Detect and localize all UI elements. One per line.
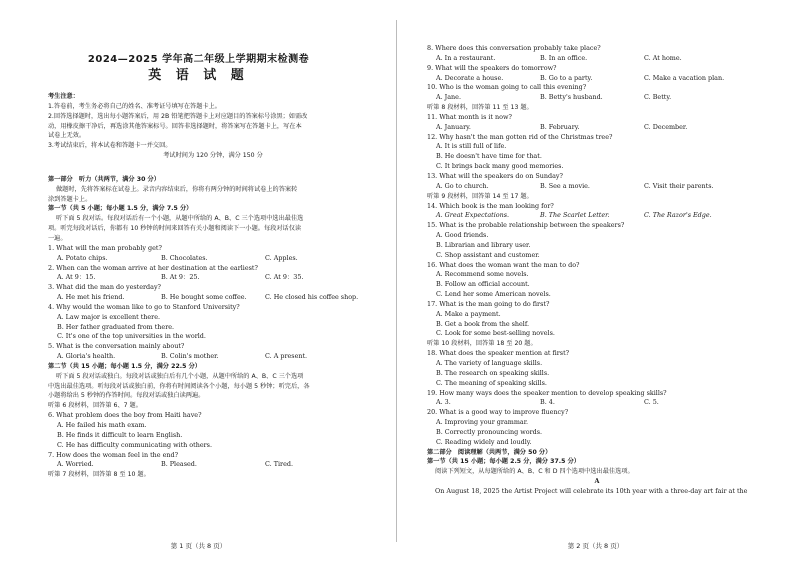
option-a: A. It is still full of life. bbox=[436, 142, 507, 151]
sec1-intro: 项。听完每段对话后，你都有 10 秒钟的时间来回答有关小题和阅读下一小题。每段对话仅读 bbox=[48, 225, 302, 233]
option-c: C. A present. bbox=[265, 352, 308, 361]
option-b: B. Get a book from the shelf. bbox=[436, 319, 530, 328]
option-c: C. 5. bbox=[644, 398, 659, 407]
options-9 bbox=[427, 74, 767, 84]
option-c: C. Look for some best-selling novels. bbox=[436, 329, 555, 338]
note-line: 动，用橡皮擦干净后，再选涂其他答案标号。回答非选择题时，将答案写在答题卡上，写在本 bbox=[48, 122, 302, 130]
exam-subject-title: 英 语 试 题 bbox=[148, 68, 249, 83]
option-a: A. Gloria's health. bbox=[57, 352, 116, 361]
option-a: A. Decorate a house. bbox=[436, 73, 504, 82]
sec2-title: 第二节（共 15 小题；每小题 1.5 分，满分 22.5 分） bbox=[48, 362, 201, 370]
option-a: A. Potato chips. bbox=[57, 253, 108, 262]
options-8 bbox=[427, 54, 767, 64]
option-c: C. He closed his coffee shop. bbox=[265, 293, 359, 302]
question-18: 18. What does the speaker mention at first? bbox=[427, 349, 570, 358]
part1-intro: 涂到答题卡上。 bbox=[48, 195, 92, 203]
exam-year-title: 2024—2025 学年高二年级上学期期末检测卷 bbox=[87, 54, 310, 65]
option-a: A. Improving your grammar. bbox=[436, 418, 529, 427]
question-5: 5. What is the conversation mainly about? bbox=[48, 342, 185, 351]
right-column bbox=[427, 44, 767, 497]
sec2-intro: 小题将给出 5 秒钟的作答时间。每段对话或独白读两遍。 bbox=[48, 392, 205, 400]
option-c: C. Make a vacation plan. bbox=[644, 73, 725, 82]
option-c: C. Lend her some American novels. bbox=[436, 290, 551, 299]
options-3 bbox=[48, 293, 378, 303]
part2-title: 第二部分 阅读理解（共两节，满分 50 分） bbox=[427, 448, 552, 456]
option-c: C. Betty. bbox=[644, 93, 672, 102]
question-12: 12. Why hasn't the man gotten rid of the Christmas tree? bbox=[427, 132, 613, 141]
option-b: B. See a movie. bbox=[540, 181, 590, 190]
option-c: C. At 9：35. bbox=[265, 273, 304, 282]
options-19 bbox=[427, 398, 767, 408]
sec1-intro: 一遍。 bbox=[48, 234, 67, 242]
options-14 bbox=[427, 211, 767, 221]
material-10: 听第 10 段材料，回答第 18 至 20 题。 bbox=[427, 340, 537, 348]
options-5 bbox=[48, 352, 378, 362]
option-b: B. Colin's mother. bbox=[161, 352, 219, 361]
option-b: B. He finds it difficult to learn English. bbox=[57, 430, 183, 439]
option-b: B. The Scarlet Letter. bbox=[540, 211, 610, 220]
question-9: 9. What will the speakers do tomorrow? bbox=[427, 63, 557, 72]
option-c: C. The Razor's Edge. bbox=[644, 211, 712, 220]
question-11: 11. What month is it now? bbox=[427, 112, 512, 121]
material-8: 听第 8 段材料，回答第 11 至 13 题。 bbox=[427, 104, 533, 112]
question-8: 8. Where does this conversation probably take place? bbox=[427, 44, 601, 52]
option-b: B. In an office. bbox=[540, 53, 588, 62]
options-2 bbox=[48, 273, 378, 283]
option-c: C. It's one of the top universities in the world. bbox=[57, 332, 206, 341]
option-c: C. Tired. bbox=[265, 460, 293, 469]
option-c: C. December. bbox=[644, 122, 688, 131]
option-a: A. January. bbox=[436, 122, 471, 131]
option-a: A. The variety of language skills. bbox=[436, 359, 543, 367]
note-line: 2.回答选择题时，选出每小题答案后，用 2B 铅笔把答题卡上对应题目的答案标号涂黑；如需改 bbox=[48, 112, 308, 120]
page-footer: 第 2 页（共 8 页） bbox=[567, 542, 624, 550]
option-b: B. Follow an official account. bbox=[436, 280, 530, 289]
question-2: 2. When can the woman arrive at her destination at the earliest? bbox=[48, 263, 258, 272]
material-9: 听第 9 段材料，回答第 14 至 17 题。 bbox=[427, 192, 533, 200]
question-14: 14. Which book is the man looking for? bbox=[427, 201, 554, 210]
options-13 bbox=[427, 182, 767, 192]
part1-title: 第一部分 听力（共两节，满分 30 分） bbox=[48, 175, 160, 183]
note-line: 1.答卷前，考生务必将自己的姓名、准考证号填写在答题卡上。 bbox=[48, 102, 221, 110]
part2-intro: 阅读下列短文，从每题所给的 A、B、C 和 D 四个选项中选出最佳选项。 bbox=[435, 468, 634, 476]
option-c: C. Apples. bbox=[265, 253, 298, 262]
option-a: A. Go to church. bbox=[436, 181, 489, 190]
option-a: A. He failed his math exam. bbox=[57, 421, 147, 429]
option-a: A. At 9：15. bbox=[57, 273, 96, 282]
option-b: B. He bought some coffee. bbox=[161, 293, 247, 302]
option-a: A. Worried. bbox=[57, 460, 94, 469]
options-7 bbox=[48, 460, 378, 470]
option-c: C. At home. bbox=[644, 53, 682, 62]
option-a: A. In a restaurant. bbox=[436, 53, 496, 62]
option-a: A. Good friends. bbox=[436, 231, 489, 240]
option-c: C. He has difficulty communicating with others. bbox=[57, 440, 212, 449]
passage-label: A bbox=[594, 477, 600, 486]
option-b: B. Pleased. bbox=[161, 460, 197, 469]
note-line: 3.考试结束后，将本试卷和答题卡一并交回。 bbox=[48, 142, 172, 150]
option-b: B. Go to a party. bbox=[540, 73, 593, 82]
option-a: A. 3. bbox=[436, 398, 451, 407]
option-b: B. At 9：25. bbox=[161, 273, 200, 282]
notes-title: 考生注意： bbox=[48, 93, 79, 100]
question-1: 1. What will the man probably get? bbox=[48, 243, 162, 252]
passage-first-line: On August 18, 2025 the Artist Project will celebrate its 10th year with a three-day art fair at the bbox=[435, 486, 748, 495]
right-page bbox=[397, 0, 794, 562]
option-b: B. Librarian and library user. bbox=[436, 240, 531, 249]
question-10: 10. Who is the woman going to call this evening? bbox=[427, 83, 587, 92]
option-a: A. Jane. bbox=[436, 93, 461, 102]
sec2-intro: 听下面 5 段对话或独白。每段对话或独白后有几个小题，从题中所给的 A、B、C 三个选项 bbox=[56, 372, 304, 380]
left-column bbox=[48, 92, 378, 480]
option-b: B. Her father graduated from there. bbox=[57, 322, 175, 331]
question-15: 15. What is the probable relationship between the speakers? bbox=[427, 221, 625, 230]
option-a: A. Great Expectations. bbox=[436, 211, 510, 220]
option-a: A. Make a payment. bbox=[436, 309, 501, 318]
option-a: A. Recommend some novels. bbox=[436, 270, 529, 279]
option-c: C. Reading widely and loudly. bbox=[436, 437, 532, 446]
page-footer: 第 1 页（共 8 页） bbox=[170, 542, 227, 550]
sec2-intro: 中选出最佳选项。听每段对话或独白前，你将有时间阅读各个小题，每小题 5 秒钟；听完后，各 bbox=[48, 382, 310, 390]
option-b: B. February. bbox=[540, 122, 580, 131]
option-c: C. Shop assistant and customer. bbox=[436, 250, 540, 259]
exam-time: 考试时间为 120 分钟，满分 150 分 bbox=[163, 152, 263, 160]
material-7: 听第 7 段材料，回答第 8 至 10 题。 bbox=[48, 471, 150, 479]
option-a: A. Law major is excellent there. bbox=[57, 312, 161, 321]
part2-section1-title: 第一节（共 15 小题；每小题 2.5 分，满分 37.5 分） bbox=[427, 458, 580, 466]
option-a: A. He met his friend. bbox=[57, 293, 125, 302]
part1-intro: 做题时，先将答案标在试卷上。录音内容结束后，你将有两分钟的时间将试卷上的答案转 bbox=[56, 185, 298, 193]
question-17: 17. What is the man going to do first? bbox=[427, 299, 550, 308]
sec1-intro: 听下面 5 段对话。每段对话后有一个小题，从题中所给的 A、B、C 三个选项中选出最佳选 bbox=[56, 215, 304, 223]
option-b: B. 4. bbox=[540, 398, 555, 407]
options-10 bbox=[427, 93, 767, 103]
question-19: 19. How many ways does the speaker mention to develop speaking skills? bbox=[427, 388, 667, 397]
question-6: 6. What problem does the boy from Haiti have? bbox=[48, 411, 202, 420]
options-1 bbox=[48, 254, 378, 264]
options-11 bbox=[427, 123, 767, 133]
question-3: 3. What did the man do yesterday? bbox=[48, 283, 161, 292]
sec1-title: 第一节（共 5 小题；每小题 1.5 分，满分 7.5 分） bbox=[48, 205, 193, 213]
option-c: C. It brings back many good memories. bbox=[436, 162, 564, 171]
question-13: 13. What will the speakers do on Sunday? bbox=[427, 171, 563, 180]
option-b: B. Correctly pronouncing words. bbox=[436, 427, 543, 436]
material-6: 听第 6 段材料，回答第 6、7 题。 bbox=[48, 402, 142, 410]
question-4: 4. Why would the woman like to go to Stanford University? bbox=[48, 302, 240, 311]
question-20: 20. What is a good way to improve fluency? bbox=[427, 408, 569, 417]
option-b: B. The research on speaking skills. bbox=[436, 368, 550, 377]
option-c: C. Visit their parents. bbox=[644, 181, 714, 190]
spacer bbox=[48, 161, 378, 175]
question-7: 7. How does the woman feel in the end? bbox=[48, 450, 179, 459]
option-b: B. He doesn't have time for that. bbox=[436, 152, 542, 161]
option-b: B. Betty's husband. bbox=[540, 93, 603, 102]
question-16: 16. What does the woman want the man to do? bbox=[427, 260, 580, 269]
option-c: C. The meaning of speaking skills. bbox=[436, 378, 547, 387]
option-b: B. Chocolates. bbox=[161, 253, 208, 262]
note-line: 试卷上无效。 bbox=[48, 132, 86, 140]
